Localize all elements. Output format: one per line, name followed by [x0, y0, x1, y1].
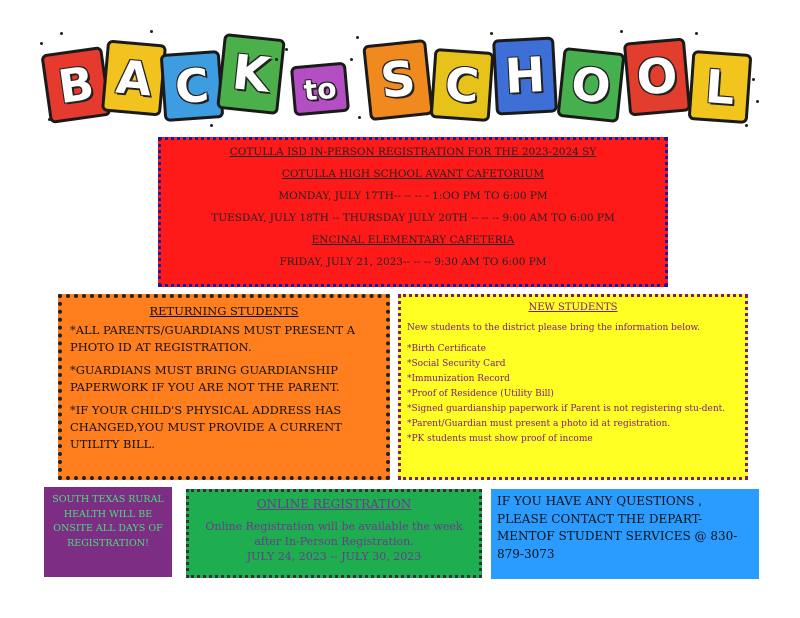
header-letter: B — [40, 46, 111, 124]
header-letter: S — [362, 39, 434, 121]
new-students-title: NEW STUDENTS — [528, 302, 618, 313]
online-registration-box — [186, 489, 482, 578]
header-letter: L — [688, 50, 753, 124]
header-letter: H — [492, 36, 558, 115]
header-letter: C — [160, 50, 225, 122]
header-letter: C — [430, 48, 495, 122]
online-registration-info: Online Registration will be available the week after In-Person Registration. — [205, 520, 463, 548]
schedule-tue-thu: TUESDAY, JULY 18TH -- THURSDAY JULY 20TH -- -- -- 9:00 AM TO 6:00 PM — [211, 212, 615, 224]
new-students-intro: New students to the district please bring the information below. — [407, 323, 701, 333]
header-letter: O — [557, 47, 626, 123]
new-student-requirement: *Immunization Record — [407, 374, 510, 384]
new-student-requirement: *Proof of Residence (Utility Bill) — [407, 389, 554, 399]
back-to-school-header — [40, 28, 760, 128]
new-student-requirement: *Parent/Guardian must present a photo id at registration. — [407, 419, 671, 429]
new-student-requirement: *Social Security Card — [407, 359, 506, 369]
new-student-requirement: *Signed guardianship paperwork if Parent is not registering stu-dent. — [407, 404, 726, 414]
registration-schedule-box — [158, 137, 668, 287]
header-letter: A — [101, 40, 167, 117]
returning-requirement: *IF YOUR CHILD'S PHYSICAL ADDRESS HAS CHANGED,YOU MUST PROVIDE A CURRENT UTILITY BILL. — [70, 403, 342, 451]
schedule-monday: MONDAY, JULY 17TH-- -- -- - 1:OO PM TO 6:00 PM — [278, 190, 548, 202]
new-student-requirement: *PK students must show proof of income — [407, 434, 593, 444]
location-high-school: COTULLA HIGH SCHOOL AVANT CAFETORIUM — [281, 168, 545, 180]
health-notice-box — [44, 487, 172, 577]
returning-requirement: *GUARDIANS MUST BRING GUARDIANSHIP PAPERWORK IF YOU ARE NOT THE PARENT. — [70, 363, 340, 394]
header-letter: to — [290, 62, 350, 117]
location-elementary: ENCINAL ELEMENTARY CAFETERIA — [311, 234, 515, 246]
new-students-box — [398, 294, 748, 480]
returning-students-title: RETURNING STUDENTS — [149, 304, 299, 318]
online-registration-title: ONLINE REGISTRATION — [256, 497, 412, 511]
header-letter: O — [623, 37, 691, 116]
returning-students-box — [58, 294, 390, 480]
registration-heading: COTULLA ISD IN-PERSON REGISTRATION FOR THE 2023-2024 SY — [229, 146, 597, 158]
header-letter: K — [216, 33, 286, 115]
contact-info-box — [491, 489, 759, 579]
schedule-friday: FRIDAY, JULY 21, 2023-- -- -- 9:30 AM TO 6:00 PM — [279, 256, 547, 268]
returning-requirement: *ALL PARENTS/GUARDIANS MUST PRESENT A PHOTO ID AT REGISTRATION. — [70, 323, 356, 354]
contact-info-text: IF YOU HAVE ANY QUESTIONS , PLEASE CONTACT THE DEPART-MENTOF STUDENT SERVICES @ 830-879-3073 — [497, 494, 738, 561]
new-student-requirement: *Birth Certificate — [407, 344, 486, 354]
online-registration-dates: JULY 24, 2023 -- JULY 30, 2023 — [246, 550, 422, 563]
health-notice-text: SOUTH TEXAS RURAL HEALTH WILL BE ONSITE ALL DAYS OF REGISTRATION! — [52, 494, 164, 549]
